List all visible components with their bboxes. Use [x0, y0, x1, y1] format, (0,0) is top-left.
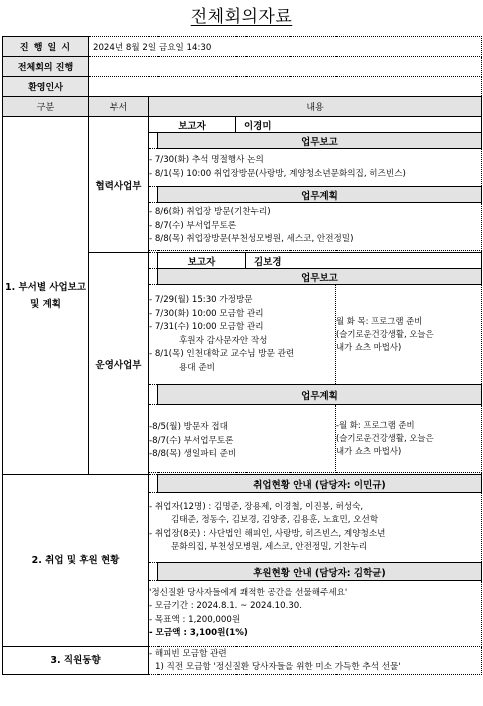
dept-a-report-head: 업무보고: [158, 133, 482, 149]
employment-head-row: [3, 475, 482, 493]
dept-a-reporter-row: [3, 117, 482, 133]
list-item: - 해피빈 모금함 관련: [149, 649, 227, 659]
note-line: (슬기로운건강생활, 오늘은: [336, 329, 434, 339]
date-label: 진 행 일 시: [3, 37, 89, 57]
dept-b-reporter: 김보경: [246, 253, 482, 269]
list-item: 용대 준비: [179, 362, 215, 373]
dept-a-reporter: 이경미: [236, 117, 482, 133]
list-item: - 목표액 : 1,200,000원: [149, 614, 241, 625]
list-item: - 모금기간 : 2024.8.1. ~ 2024.10.30.: [149, 601, 302, 611]
donation-list: [149, 581, 482, 647]
dept-b-report-head: 업무보고: [158, 269, 482, 285]
list-item: - 취업자(12명) : 김명준, 장용제, 이경철, 이진봉, 허성숙,: [149, 501, 364, 512]
list-item: - 8/8(목) 취업장방문(부천성모병원, 세스코, 안전정밀): [149, 234, 354, 245]
dept-a-plan-head: 업무계획: [158, 187, 482, 203]
col-content: 내용: [149, 97, 482, 117]
dept-a-name: 협력사업부: [89, 117, 149, 253]
col-dept: 부서: [89, 97, 149, 117]
greeting-label: 환영인사: [3, 77, 89, 97]
list-item: -8/7(수) 부서업무토론: [149, 435, 234, 446]
section1-label: 1. 부서별 사업보고 및 계획: [3, 117, 89, 475]
staff-row: [3, 647, 482, 675]
progress-value: [89, 57, 482, 77]
dept-a-plan-list: [149, 203, 482, 251]
section2-label: 2. 취업 및 후원 현황: [3, 475, 149, 647]
date-row: [3, 37, 482, 57]
meeting-table: [2, 36, 482, 675]
list-item: - 취업장(8곳) : 사단법인 해피인, 사랑방, 히즈빈스, 계양청소년: [149, 528, 386, 539]
dept-b-report-list: [149, 285, 336, 385]
employment-list: [149, 493, 482, 563]
section3-label: 3. 직원동향: [3, 647, 149, 675]
dept-b-reporter-label: 보고자: [158, 253, 246, 269]
list-item: - 8/6(화) 취업장 방문(기찬누리): [149, 207, 271, 218]
col-category: 구분: [3, 97, 89, 117]
list-item: -8/8(목) 생일파티 준비: [149, 449, 237, 460]
dept-b-plan-list: [149, 405, 336, 473]
progress-label: 전체회의 진행: [3, 57, 89, 77]
dept-a-reporter-label: 보고자: [149, 117, 236, 133]
dept-a-report-list: [149, 149, 482, 187]
note-line: 내가 쇼츠 마법사): [336, 342, 402, 352]
list-item: -8/5(월) 방문자 접대: [149, 422, 228, 433]
donation-head: 후원현황 안내 (담당자: 김학균): [158, 563, 482, 581]
list-item: - 8/1(목) 10:00 취업장방문(사랑방, 계양청소년문화의집, 히즈빈스): [149, 168, 406, 179]
list-item: 1) 직전 모금함 '정신질환 당사자들을 위한 미소 가득한 추석 선물': [155, 661, 401, 672]
list-item: - 7/30(화) 10:00 모금함 관리: [149, 308, 264, 319]
dept-b-name: 운영사업부: [89, 253, 149, 475]
progress-row: [3, 57, 482, 77]
list-item: 후원자 감사문자안 작성: [179, 335, 268, 346]
dept-b-plan-head: 업무계획: [158, 385, 482, 405]
list-item: - 8/1(목) 인천대학교 교수님 방문 관련: [149, 349, 295, 359]
column-header-row: [3, 97, 482, 117]
note-line: 월 화 목: 프로그램 준비: [336, 316, 423, 326]
note-line: (슬기로운건강생활, 오늘은: [336, 433, 434, 443]
greeting-value: [89, 77, 482, 97]
greeting-row: [3, 77, 482, 97]
note-line: 내가 쇼츠 마법사): [336, 446, 402, 456]
list-item: 문화의집, 부천성모병원, 세스코, 안전정밀, 기찬누리: [171, 542, 368, 552]
dept-b-plan-note: [336, 405, 482, 473]
note-line: -월 화: 프로그램 준비: [336, 420, 415, 430]
list-item: - 7/29(월) 15:30 가정방문: [149, 295, 253, 305]
list-item: - 7/31(수) 10:00 모금함 관리: [149, 322, 264, 332]
staff-list: [149, 647, 482, 675]
dept-b-report-note: [336, 285, 482, 385]
list-item: 김태준, 정동수, 김보경, 김양중, 김용훈, 노효민, 오선학: [171, 515, 379, 525]
list-item: - 모금액 : 3,100원(1%): [149, 628, 248, 638]
page-title: 전체회의자료: [190, 7, 293, 27]
date-value: 2024년 8월 2일 금요일 14:30: [89, 37, 482, 57]
list-item: - 7/30(화) 추석 명절행사 논의: [149, 155, 264, 165]
employment-head: 취업현황 안내 (담당자: 이민규): [158, 475, 482, 493]
list-item: '정신질환 당사자들에게 쾌적한 공간을 선물해주세요': [149, 587, 348, 598]
list-item: - 8/7(수) 부서업무토론: [149, 220, 237, 231]
